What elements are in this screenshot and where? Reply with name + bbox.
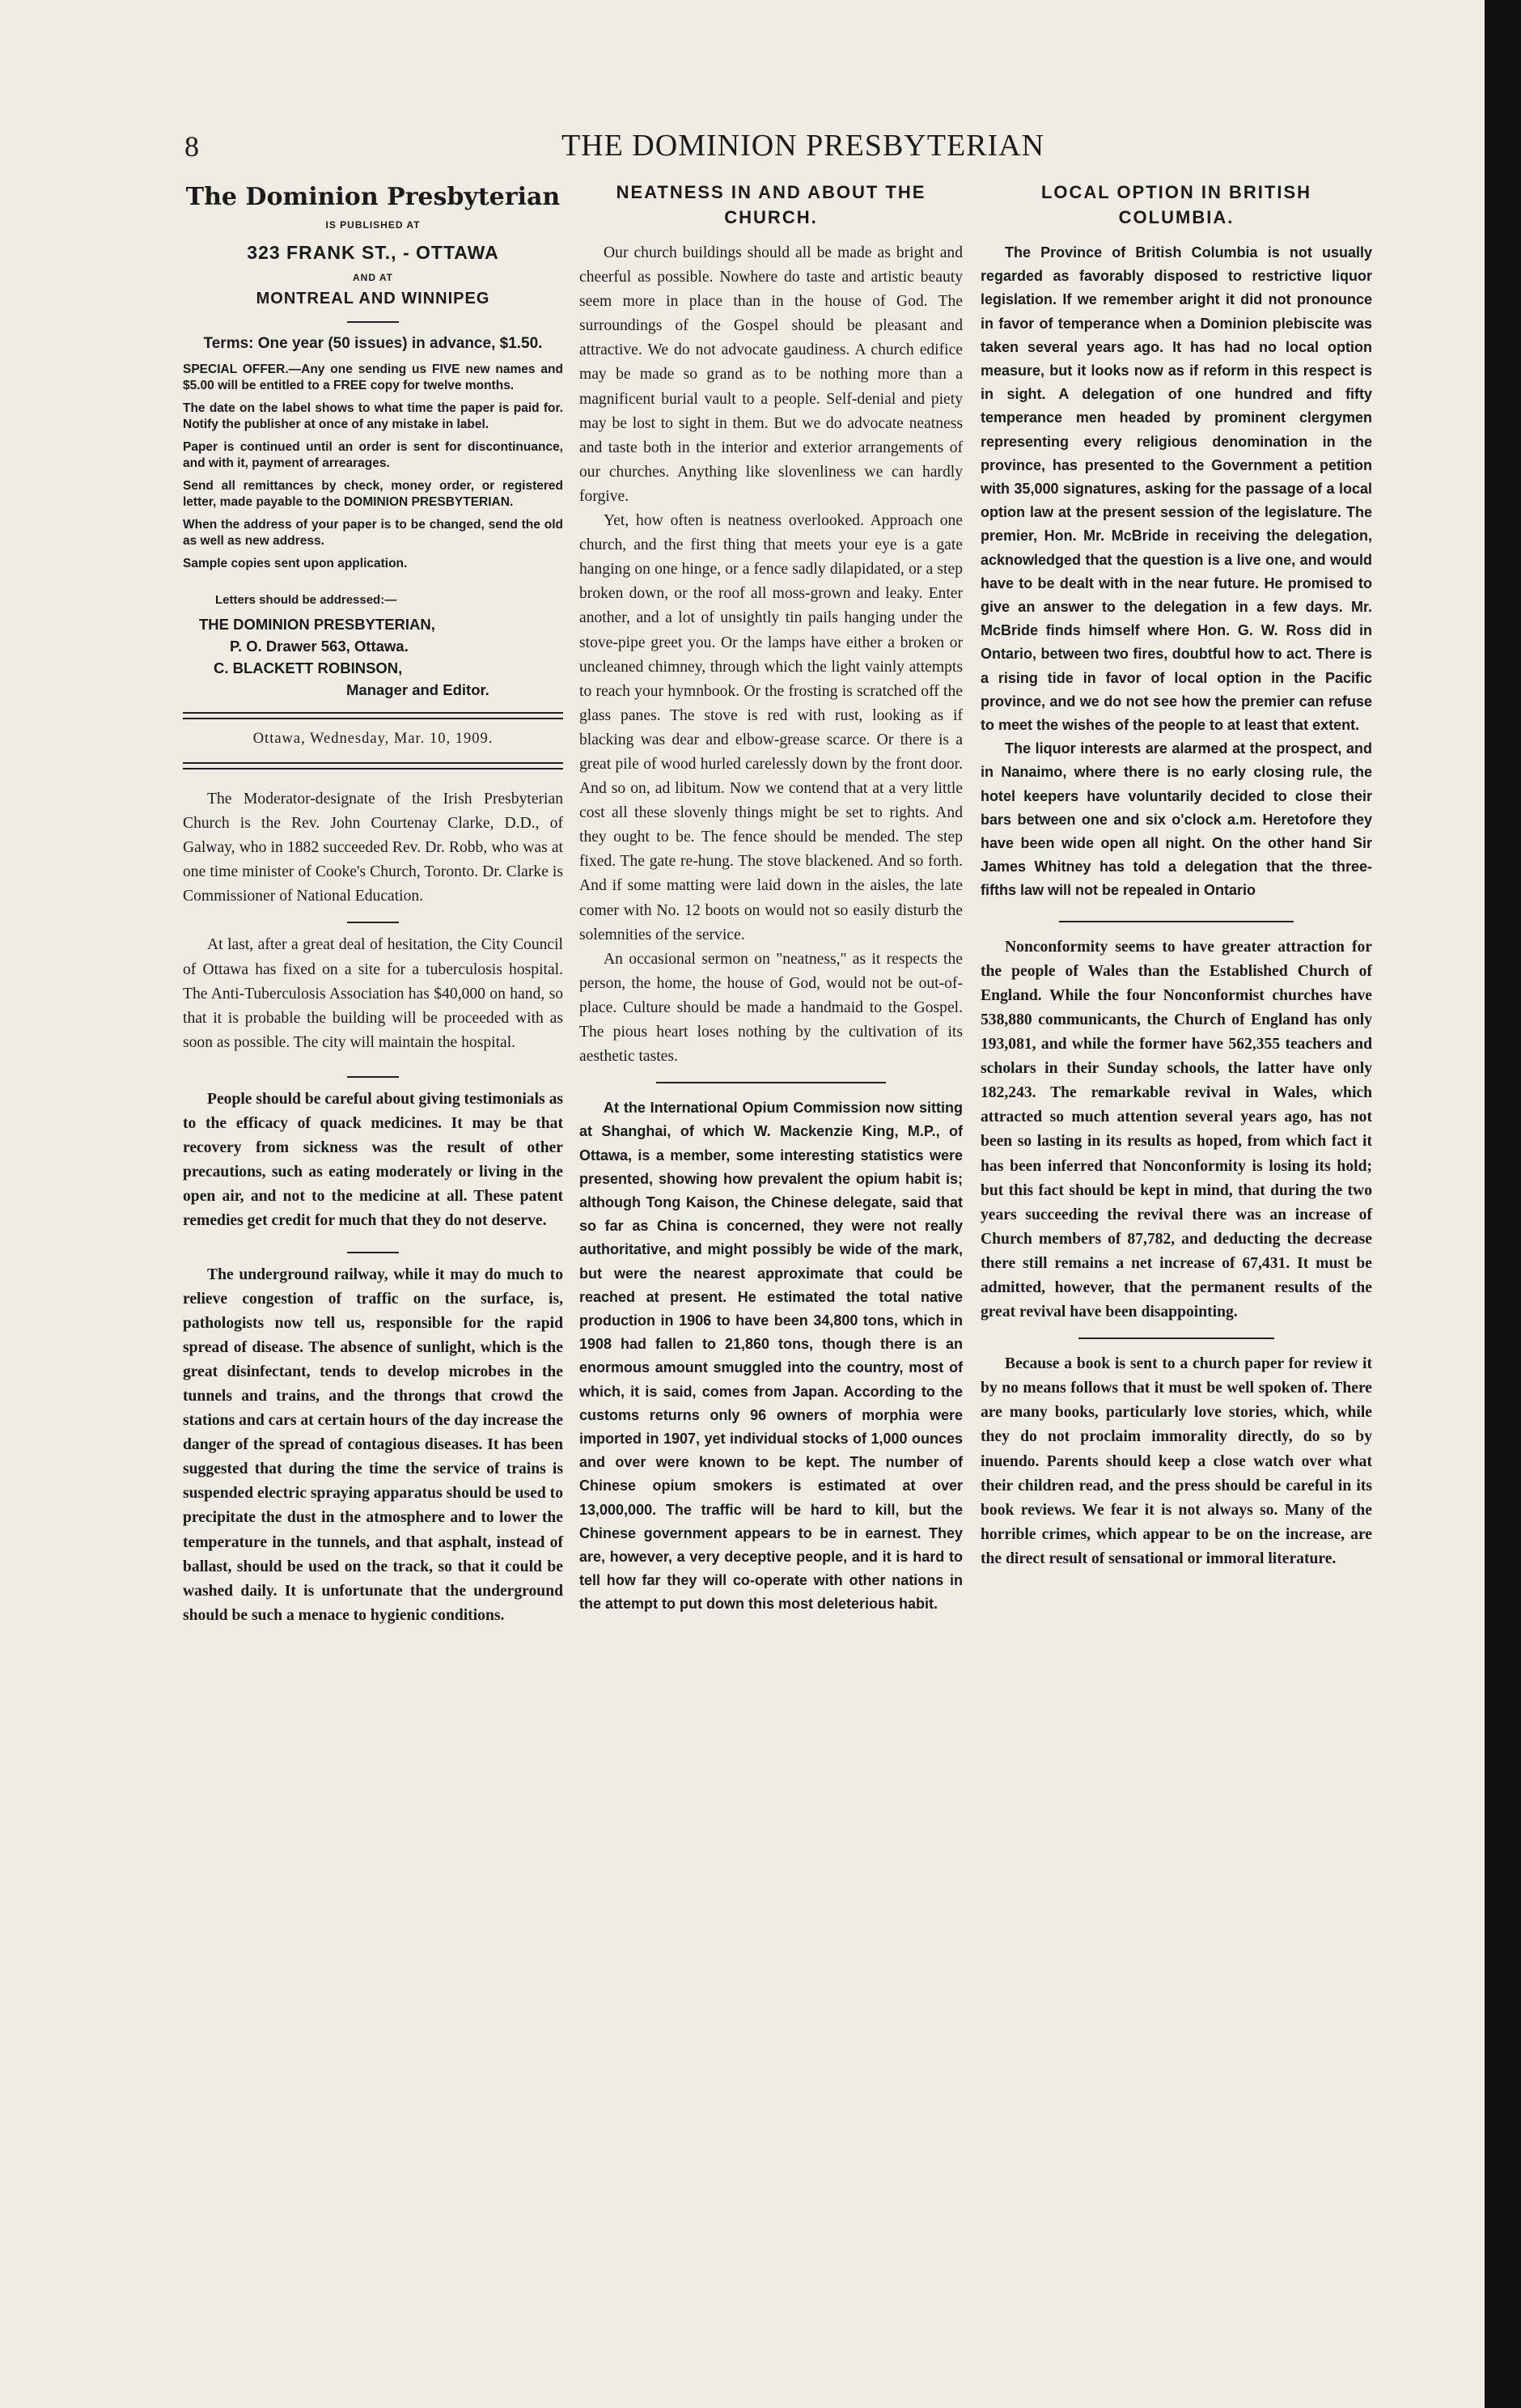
article-heading: NEATNESS IN AND ABOUT THE CHURCH. [616, 182, 926, 227]
article-paragraph: Our church buildings should all be made as bright and cheerful as possible. Nowhere do taste and artistic beauty seem more in place than in the house of God. The surroundings of the Gospel should be pleasant and attractive. We do not advocate gaudiness. A church edifice may be made so grand as to be nothing more than a magnificent burial vault to a people. Self-denial and piety may be lost to sight in them. But we do advocate neatness and taste both in the interior and exterior arrangements of our churches. Anything like slovenliness we can hardly forgive. [579, 244, 963, 505]
divider [656, 1082, 886, 1083]
dateline: Ottawa, Wednesday, Mar. 10, 1909. [252, 731, 494, 747]
divider [347, 321, 399, 323]
contact-line: C. BLACKETT ROBINSON, [214, 659, 403, 676]
continuation-note: Paper is continued until an order is sent for discontinuance, and with it, payment of arrearages. [183, 440, 563, 470]
article-paragraph: People should be careful about giving testimonials as to the efficacy of quack medicines. It may be that recovery from sickness was the result of other precautions, such as eating moderately or living in the open air, and not to the medicine at all. These patent remedies get credit for much that they do not deserve. [183, 1090, 563, 1230]
published-at-label: IS PUBLISHED AT [325, 219, 421, 231]
label-note: The date on the label shows to what time the paper is paid for. Notify the publisher at once of any mistake in label. [183, 401, 563, 431]
article-paragraph: Nonconformity seems to have greater attraction for the people of Wales than the Established Church of England. While the four Nonconformist churches have 538,880 communicants, the Church of England has only 193,081, and while the former have 562,355 teachers and scholars in their Sunday schools, the latter have only 182,243. The remarkable revival in Wales, which attracted so much attention several years ago, has not been so lasting in its results as hoped, from which fact it has been inferred that Nonconformity is losing its hold; but this fact should be kept in mind, that during the two years succeeding the revival there was an increase of Church members of 87,782, and deducting the decrease there still remains a net increase of 67,431. It must be admitted, however, that the permanent results of the great revival have been disappointing. [981, 938, 1372, 1321]
column-local-option [981, 180, 1372, 1571]
column-publisher-info [183, 180, 563, 1628]
publisher-address: 323 FRANK ST., - OTTAWA [247, 242, 499, 263]
column-neatness [579, 180, 963, 1617]
address-change-note: When the address of your paper is to be changed, send the old as well as new address. [183, 518, 563, 548]
article-paragraph: Yet, how often is neatness overlooked. Approach one church, and the first thing that meets your eye is a gate hanging on one hinge, or a fence sadly dilapidated, or a step broken down, or the roof all moss-grown and leaky. Enter another, and a lot of unsightly tin pails hanging under the stove-pipe greet you. Or the lamps have either a broken or uncleaned chimney, through which the light vainly attempts to reach your hymnbook. Or the frosting is scratched off the glass panes. The stove is red with rust, looking as if blacking was dear and elbow-grease scarce. Or there is a great pile of wood hurled carelessly down by the front door. And so on, ad libitum. Now we contend that at a very little cost all these slovenly things might be set to rights. And they ought to be. The fence should be mended. The step fixed. The gate re-hung. The stove blackened. And so forth. And if some matting were laid down in the aisles, the late comer with No. 12 boots on would not so easily disturb the solemnities of the service. [579, 512, 963, 943]
and-at-label: AND AT [353, 272, 393, 283]
article-paragraph: The Province of British Columbia is not usually regarded as favorably disposed to restrictive liquor legislation. If we remember aright it did not pronounce in favor of temperance when a Dominion plebiscite was taken several years ago. It has had no local option measure, but it looks now as if reform in this respect is in sight. A delegation of one hundred and fifty temperance men headed by prominent clergymen representing every religious denomination in the province, has presented to the Government a petition with 35,000 signatures, asking for the passage of a local option law at the present session of the legislature. The premier, Hon. Mr. McBride in receiving the delegation, acknowledged that the question is a live one, and would have to be dealt with in the near future. He promised to give an answer to the delegation in a few days. Mr. McBride finds himself where Hon. G. W. Ross did in Ontario, between two fires, doubtful how to act. There is a rising tide in favor of local option in the Pacific province, and we do not see how the premier can refuse to meet the wishes of the people to at least that extent. [981, 244, 1372, 734]
article-paragraph: The liquor interests are alarmed at the prospect, and in Nanaimo, where there is no early closing rule, the hotel keepers have voluntarily decided to close their bars between one and six o'clock a.m. Heretofore they have been wide open all night. On the other hand Sir James Whitney has told a delegation that the three-fifths law will not be repealed in Ontario [981, 740, 1372, 899]
contact-block [183, 613, 563, 701]
special-offer: SPECIAL OFFER.—Any one sending us FIVE new names and $5.00 will be entitled to a FREE copy for twelve months. [183, 362, 563, 392]
contact-line: THE DOMINION PRESBYTERIAN, [199, 616, 435, 633]
page-number: 8 [184, 130, 199, 163]
paper-title: The Dominion Presbyterian [185, 183, 561, 211]
double-divider [183, 762, 563, 769]
sample-copies-note: Sample copies sent upon application. [183, 557, 408, 570]
remittance-note: Send all remittances by check, money order, or registered letter, made payable to the DOMINION PRESBYTERIAN. [183, 479, 563, 509]
masthead: THE DOMINION PRESBYTERIAN [561, 129, 1045, 163]
article-paragraph: The underground railway, while it may do much to relieve congestion of traffic on the surface, is, pathologists now tell us, responsible for the rapid spread of disease. The absence of sunlight, which is the great disinfectant, tends to develop microbes in the tunnels and trains, and the throngs that crowd the stations and cars at certain hours of the day increase the danger of the spread of contagious diseases. It has been suggested that during the time the service of trains is suspended electric spraying apparatus should be used to precipitate the dust in the atmosphere and to lower the temperature in the tunnels, and that asphalt, instead of ballast, should be used on the track, so that it could be washed daily. It is unfortunate that the underground should be such a menace to hygienic conditions. [183, 1265, 563, 1624]
divider [347, 1252, 399, 1253]
divider [1059, 921, 1294, 922]
scan-edge [1485, 0, 1521, 2408]
divider [347, 922, 399, 923]
double-divider [183, 712, 563, 719]
contact-line: Manager and Editor. [346, 681, 489, 698]
article-paragraph: An occasional sermon on "neatness," as it respects the person, the home, the house of God, would not be out-of-place. Culture should be made a handmaid to the Gospel. The pious heart loses nothing by the cultivation of its aesthetic tastes. [579, 950, 963, 1066]
subscription-terms: Terms: One year (50 issues) in advance, $1.50. [203, 335, 543, 352]
article-heading: LOCAL OPTION IN BRITISH COLUMBIA. [1040, 182, 1312, 227]
contact-line: P. O. Drawer 563, Ottawa. [230, 638, 409, 655]
article-paragraph: At last, after a great deal of hesitation, the City Council of Ottawa has fixed on a site for a tuberculosis hospital. The Anti-Tuberculosis Association has $40,000 on hand, so that it is probable the building will be proceeded with as soon as possible. The city will maintain the hospital. [183, 936, 563, 1051]
letters-heading: Letters should be addressed:— [215, 593, 397, 607]
divider [1078, 1338, 1274, 1339]
article-paragraph: The Moderator-designate of the Irish Presbyterian Church is the Rev. John Courtenay Clarke, D.D., of Galway, who in 1882 succeeded Rev. Dr. Robb, who was at one time minister of Cooke's Church, Toronto. Dr. Clarke is Commissioner of National Education. [183, 791, 563, 905]
article-paragraph: At the International Opium Commission now sitting at Shanghai, of which W. Mackenzie King, M.P., of Ottawa, is a member, some interesting statistics were presented, showing how prevalent the opium habit is; although Tong Kaison, the Chinese delegate, said that so far as China is concerned, they were not really authoritative, and might possibly be wide of the mark, but were the nearest approximate that could be reached at present. He estimated the total native production in 1906 to have been 34,800 tons, which in 1908 had fallen to 21,860 tons, though there is an enormous amount smuggled into the country, most of which, it is said, comes from Japan. According to the customs returns only 96 owners of morphia were imported in 1907, yet individual stocks of 1,000 ounces and over were known to be kept. The number of Chinese opium smokers is estimated at over 13,000,000. The traffic will be hard to kill, but the Chinese government appears to be in earnest. They are, however, a very deceptive people, and it is hard to tell how far they will co-operate with other nations in the attempt to put down this most deleterious habit. [579, 1100, 963, 1613]
publisher-cities: MONTREAL AND WINNIPEG [256, 290, 490, 307]
divider [347, 1076, 399, 1078]
article-paragraph: Because a book is sent to a church paper for review it by no means follows that it must be well spoken of. There are many books, particularly love stories, which, while they do not proclaim immorality directly, do so by inuendo. Parents should keep a close watch over what their children read, and the press should be careful in its book reviews. We fear it is not always so. Many of the horrible crimes, which appear to be on the increase, are the direct result of sensational or immoral literature. [981, 1355, 1372, 1567]
